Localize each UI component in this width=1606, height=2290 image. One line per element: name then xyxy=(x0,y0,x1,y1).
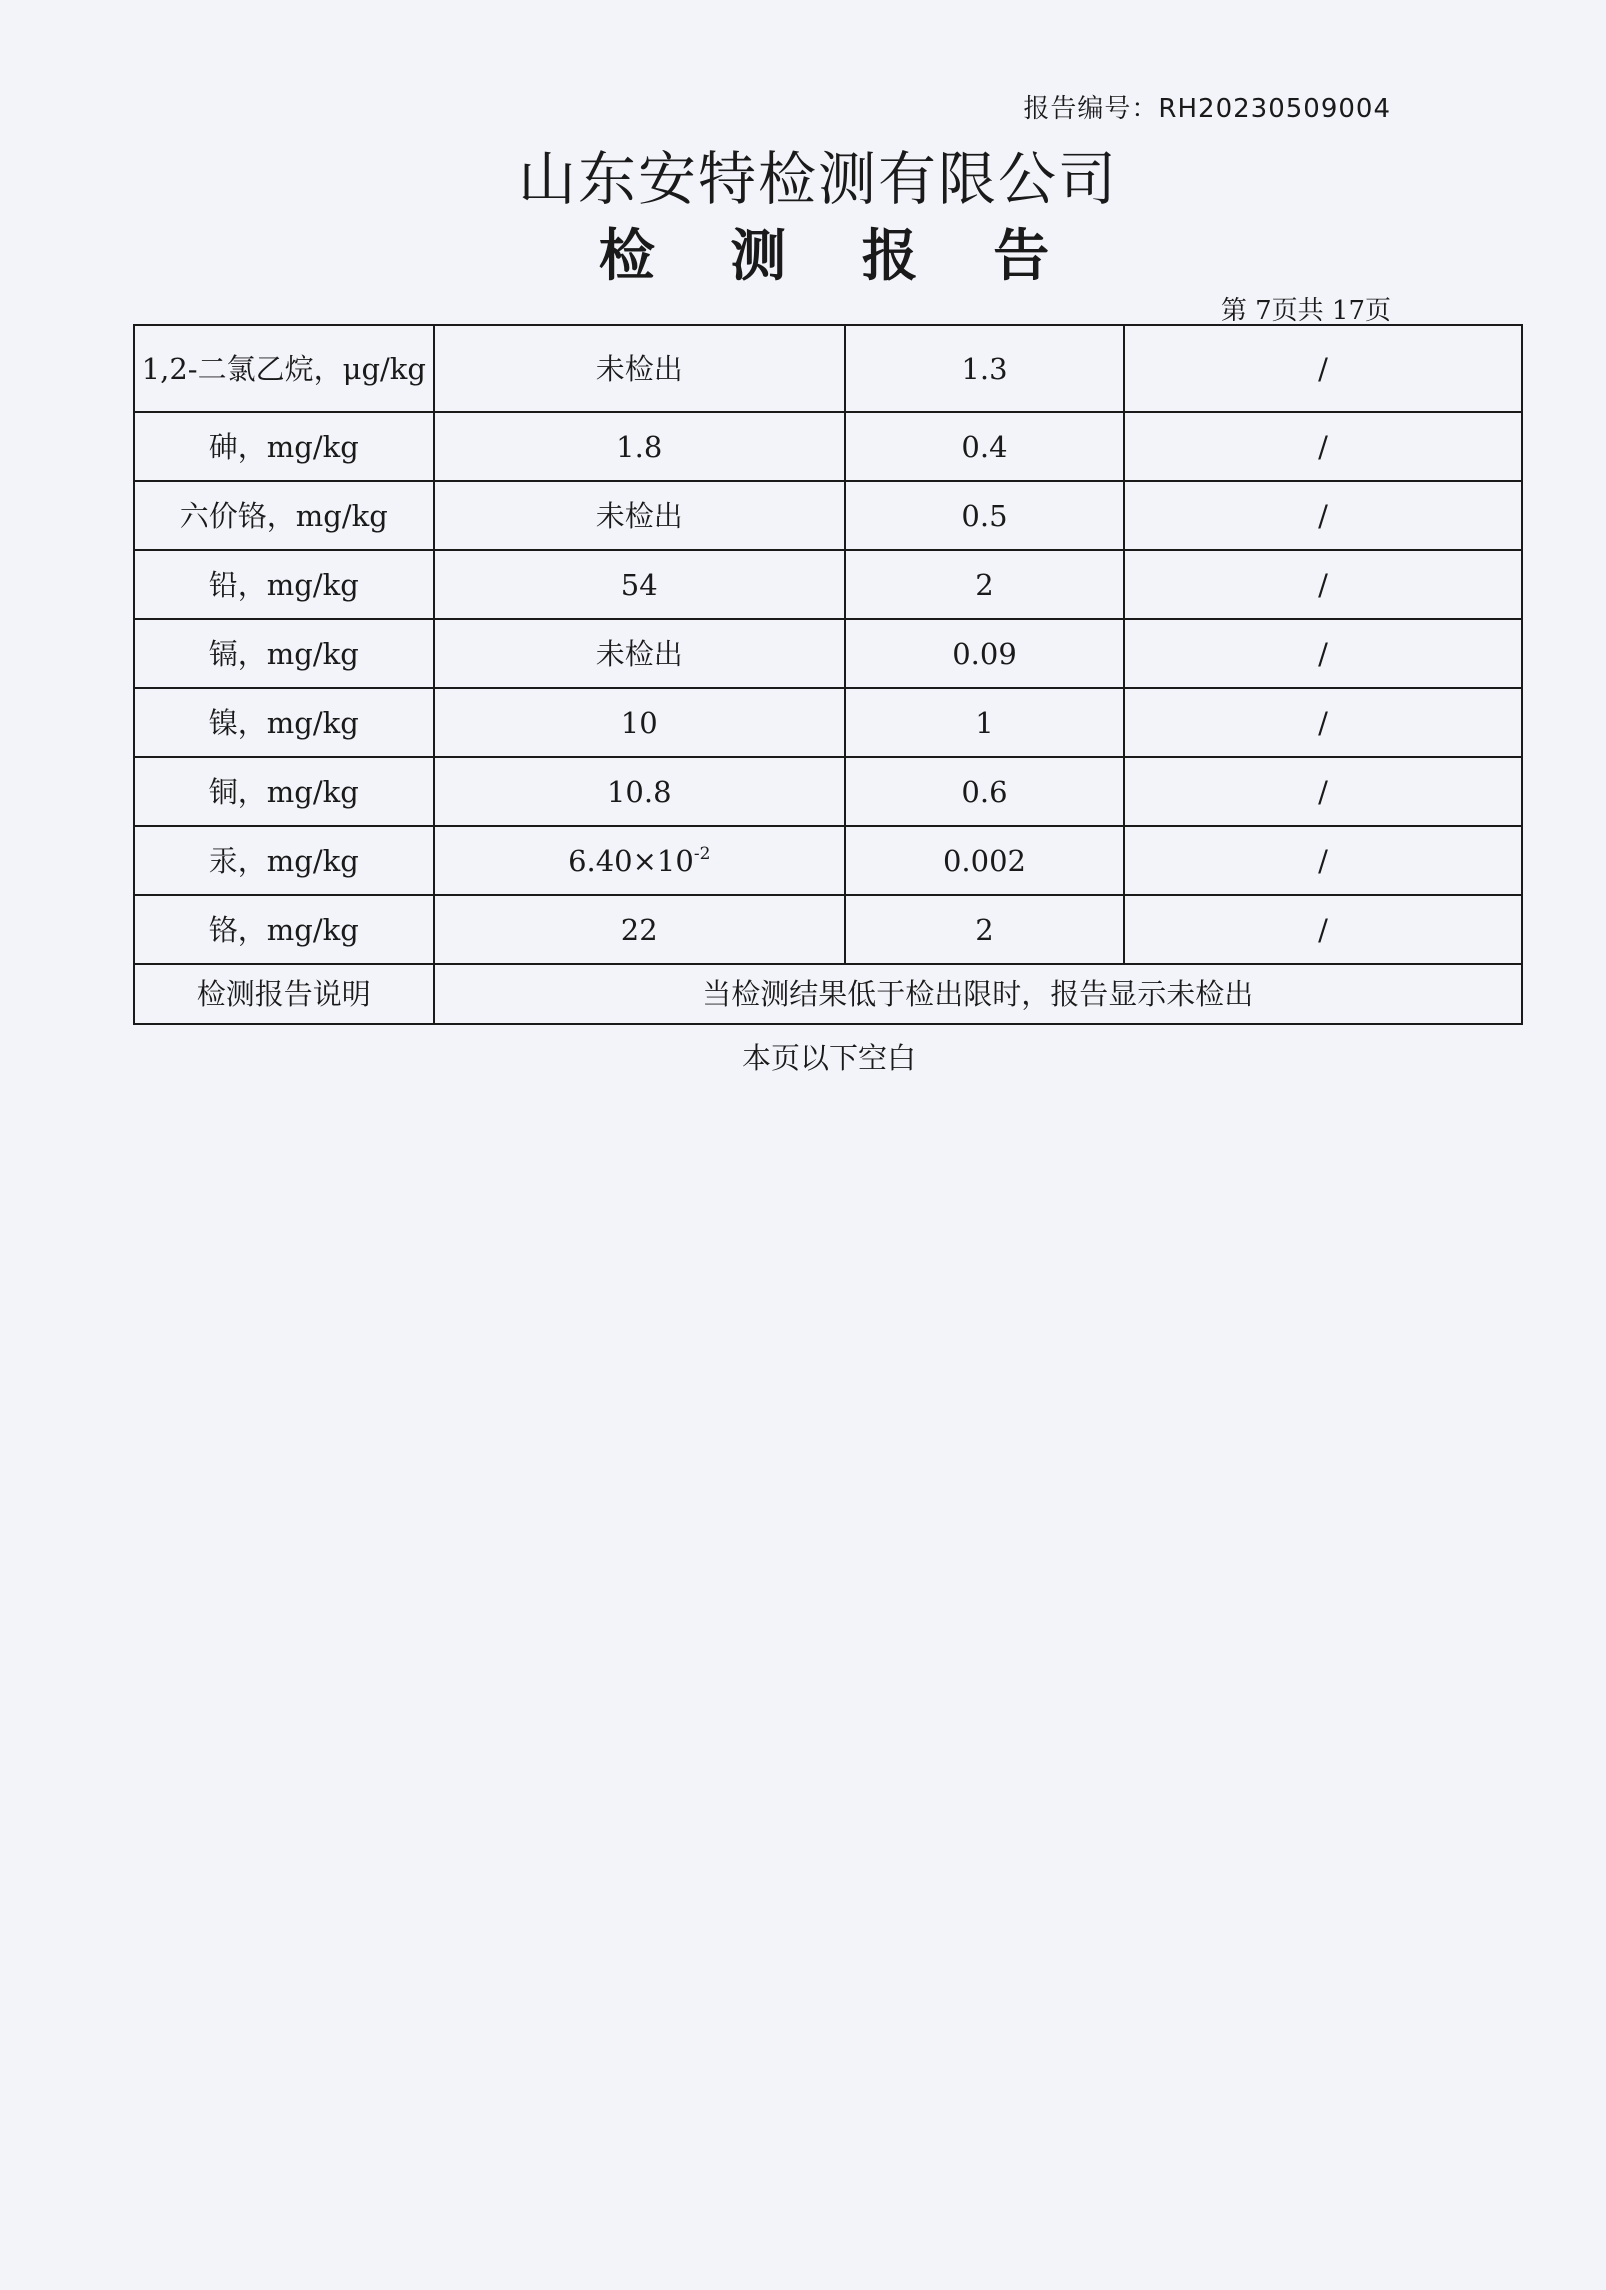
item-cell: 1,2-二氯乙烷，μg/kg xyxy=(134,325,434,412)
remark-cell: / xyxy=(1124,895,1522,964)
result-base: 6.40×10 xyxy=(568,843,694,878)
note-row xyxy=(134,964,1522,1024)
company-name: 山东安特检测有限公司 xyxy=(517,145,1118,213)
limit-cell: 2 xyxy=(845,550,1124,619)
item-cell: 砷，mg/kg xyxy=(134,412,434,481)
table-row xyxy=(134,325,1522,412)
item-cell: 镍，mg/kg xyxy=(134,688,434,757)
result-cell: 54 xyxy=(434,550,845,619)
table-row xyxy=(134,550,1522,619)
results-table xyxy=(133,324,1523,1025)
remark-cell: / xyxy=(1124,325,1522,412)
result-cell: 未检出 xyxy=(434,481,845,550)
result-cell: 10.8 xyxy=(434,757,845,826)
note-label: 检测报告说明 xyxy=(134,964,434,1024)
result-cell: 10 xyxy=(434,688,845,757)
limit-cell: 0.002 xyxy=(845,826,1124,895)
limit-cell: 0.4 xyxy=(845,412,1124,481)
result-cell: 22 xyxy=(434,895,845,964)
limit-cell: 2 xyxy=(845,895,1124,964)
remark-cell: / xyxy=(1124,412,1522,481)
item-cell: 铜，mg/kg xyxy=(134,757,434,826)
page-indicator: 第 7页共 17页 xyxy=(1220,296,1391,326)
remark-cell: / xyxy=(1124,550,1522,619)
item-cell: 铅，mg/kg xyxy=(134,550,434,619)
table-row xyxy=(134,688,1522,757)
limit-cell: 1 xyxy=(845,688,1124,757)
limit-cell: 0.6 xyxy=(845,757,1124,826)
item-cell: 汞，mg/kg xyxy=(134,826,434,895)
result-cell: 1.8 xyxy=(434,412,845,481)
table-row xyxy=(134,412,1522,481)
table-row xyxy=(134,481,1522,550)
report-number: 报告编号：RH20230509004 xyxy=(1023,94,1391,124)
remark-cell: / xyxy=(1124,481,1522,550)
limit-cell: 0.09 xyxy=(845,619,1124,688)
result-cell xyxy=(434,826,845,895)
document-title: 检 测 报 告 xyxy=(598,224,1078,289)
table-row xyxy=(134,619,1522,688)
item-cell: 六价铬，mg/kg xyxy=(134,481,434,550)
item-cell: 镉，mg/kg xyxy=(134,619,434,688)
remark-cell: / xyxy=(1124,757,1522,826)
remark-cell: / xyxy=(1124,826,1522,895)
table-row xyxy=(134,895,1522,964)
result-exponent: -2 xyxy=(693,843,711,864)
item-cell: 铬，mg/kg xyxy=(134,895,434,964)
blank-page-note: 本页以下空白 xyxy=(741,1041,916,1075)
table-row xyxy=(134,757,1522,826)
remark-cell: / xyxy=(1124,619,1522,688)
table-row xyxy=(134,826,1522,895)
remark-cell: / xyxy=(1124,688,1522,757)
result-cell: 未检出 xyxy=(434,619,845,688)
note-text: 当检测结果低于检出限时，报告显示未检出 xyxy=(434,964,1522,1024)
limit-cell: 1.3 xyxy=(845,325,1124,412)
limit-cell: 0.5 xyxy=(845,481,1124,550)
result-cell: 未检出 xyxy=(434,325,845,412)
